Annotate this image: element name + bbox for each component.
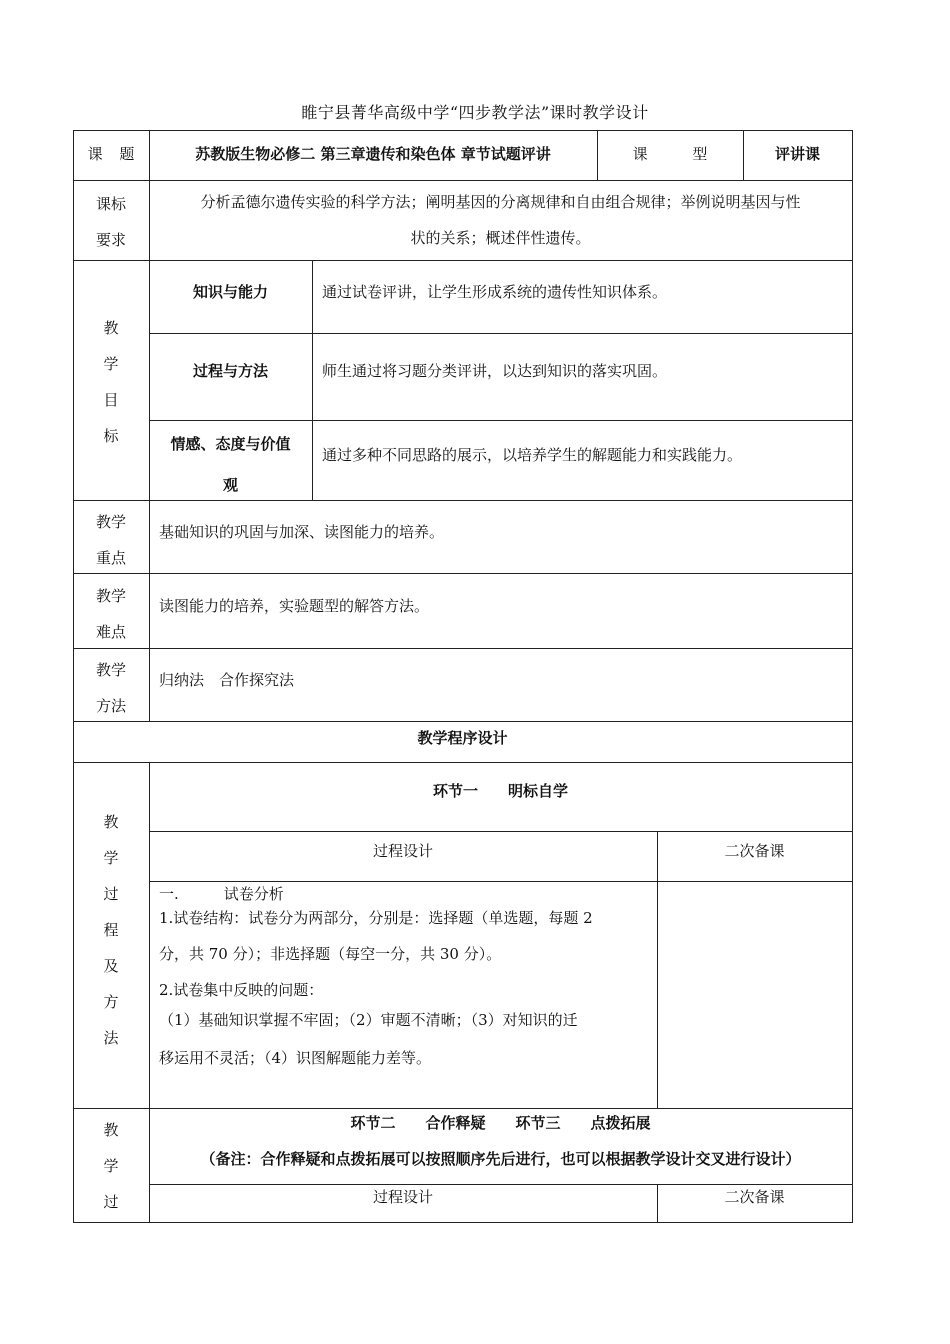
content-line: 移运用不灵活；（4）识图解题能力差等。 <box>159 1049 432 1067</box>
stage1-title: 环节一 明标自学 <box>432 782 568 800</box>
objective-process-label: 过程与方法 <box>192 362 268 380</box>
row-divider <box>73 1222 853 1223</box>
process-label: 教 学 过 程 及 方 法 <box>103 813 119 1047</box>
objective-emotion-label: 情感、态度与价值 观 <box>170 435 291 494</box>
page-title: 睢宁县菁华高级中学“四步教学法”课时教学设计 <box>301 103 649 122</box>
col-prep-header: 二次备课 <box>724 842 785 860</box>
row-divider <box>149 831 853 832</box>
stage-note: （备注：合作释疑和点拨拓展可以按照顺序先后进行，也可以根据教学设计交叉进行设计） <box>200 1150 801 1168</box>
row-divider <box>149 420 853 421</box>
methods-label: 教学 方法 <box>95 661 126 715</box>
content-line: 2.试卷集中反映的问题： <box>159 981 324 999</box>
standard-text: 分析孟德尔遗传实验的科学方法；阐明基因的分离规律和自由组合规律；举例说明基因与性 状的关系；概述伴性遗传。 <box>200 193 801 247</box>
col-divider <box>312 260 313 500</box>
row-divider <box>73 1108 853 1109</box>
standard-label: 课标 要求 <box>95 195 126 249</box>
row-divider <box>73 130 853 131</box>
row-divider <box>73 573 853 574</box>
row-divider <box>73 721 853 722</box>
process2-label: 教 学 过 <box>103 1121 119 1211</box>
type-label: 课 型 <box>632 145 708 163</box>
row-divider <box>149 881 853 882</box>
difficulties-label: 教学 难点 <box>95 587 126 641</box>
row-divider <box>73 260 853 261</box>
difficulties-text: 读图能力的培养，实验题型的解答方法。 <box>159 597 430 615</box>
program-title: 教学程序设计 <box>417 729 508 747</box>
topic-value: 苏教版生物必修二 第三章遗传和染色体 章节试题评讲 <box>195 145 551 163</box>
content-line: （1）基础知识掌握不牢固；（2）审题不清晰；（3）对知识的迁 <box>159 1011 578 1029</box>
objectives-label: 教 学 目 标 <box>103 319 119 445</box>
col-design-header: 过程设计 <box>372 842 433 860</box>
objective-process-text: 师生通过将习题分类评讲，以达到知识的落实巩固。 <box>322 362 668 380</box>
col-divider <box>657 831 658 1108</box>
content-line: 一. 试卷分析 <box>159 885 284 903</box>
col-prep-header-2: 二次备课 <box>724 1188 785 1206</box>
objective-emotion-text: 通过多种不同思路的展示，以培养学生的解题能力和实践能力。 <box>322 446 743 464</box>
row-divider <box>73 180 853 181</box>
content-line: 1.试卷结构：试卷分为两部分，分别是：选择题（单选题，每题 2 <box>159 909 593 927</box>
table-border-right <box>852 130 853 1223</box>
topic-label: 课 题 <box>87 145 135 163</box>
key-points-text: 基础知识的巩固与加深、读图能力的培养。 <box>159 523 445 541</box>
type-value: 评讲课 <box>774 145 820 163</box>
objective-knowledge-text: 通过试卷评讲，让学生形成系统的遗传性知识体系。 <box>322 283 668 301</box>
row-divider <box>149 333 853 334</box>
col-design-header-2: 过程设计 <box>372 1188 433 1206</box>
objective-knowledge-label: 知识与能力 <box>192 283 268 301</box>
row-divider <box>149 1184 853 1185</box>
key-points-label: 教学 重点 <box>95 513 126 567</box>
process-content <box>159 884 651 1078</box>
col-divider <box>149 500 150 721</box>
content-line: 分，共 70 分）；非选择题（每空一分，共 30 分）。 <box>159 945 502 963</box>
stage2-title: 环节二 合作释疑 环节三 点拨拓展 <box>350 1114 651 1132</box>
methods-text: 归纳法 合作探究法 <box>159 671 295 689</box>
row-divider <box>73 648 853 649</box>
row-divider <box>73 762 853 763</box>
